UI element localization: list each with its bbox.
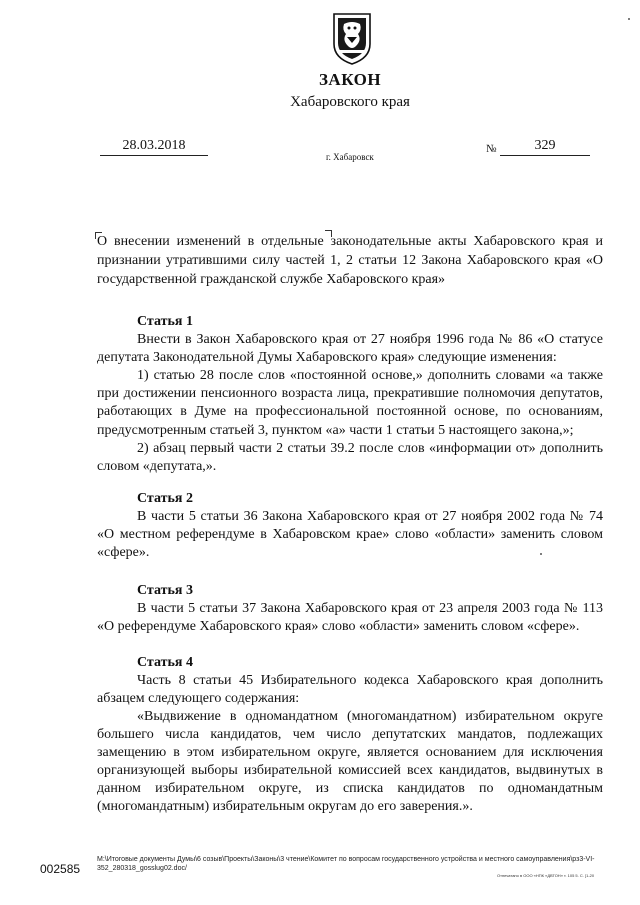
printer-imprint: Отпечатано в ООО «НПК «ДВТОН» т. 105 5. С. [1-20 <box>497 873 595 878</box>
article-paragraph: Внести в Закон Хабаровского края от 27 ноября 1996 года № 86 «О статусе депутата Законодательной Думы Хабаровского края» следующие изменения: <box>97 332 603 366</box>
region-subtitle: Хабаровского края <box>290 94 410 110</box>
article-paragraph: В части 5 статьи 36 Закона Хабаровского края от 27 ноября 2002 года № 74 «О местном референдуме в Хабаровском крае» слово «области» заменить словом «сфере». <box>97 508 603 561</box>
article-heading: Статья 2 <box>137 490 193 506</box>
document-number: 329 <box>500 138 590 156</box>
document-date: 28.03.2018 <box>100 138 208 156</box>
article-3 <box>97 582 603 636</box>
article-heading: Статья 1 <box>137 314 193 329</box>
document-body <box>97 313 603 816</box>
article-2 <box>97 490 603 562</box>
coat-of-arms-icon <box>330 10 374 66</box>
document-type-title: ЗАКОН <box>318 70 382 89</box>
article-1 <box>97 313 603 476</box>
file-path: М:\Итоговые документы Думы\6 созыв\Проекты\Законы\3 чтение\Комитет по вопросам государственного устройства и местного самоуправления\рз3-VI-352_280318_gosslug02.doc/ <box>97 856 595 872</box>
article-4 <box>97 654 603 817</box>
article-heading: Статья 4 <box>137 654 193 670</box>
number-sign: № <box>486 143 497 155</box>
article-paragraph: 1) статью 28 после слов «постоянной основе,» дополнить словами «а также при достижении пенсионного возраста лица, прекратившие полномочия депутатов, работающих в Думе на профессиональной постоянной основе, по основаниям, предусмотренным статьей 3, пунктом «а» части 1 статьи 5 настоящего закона,»; <box>97 368 603 438</box>
article-paragraph: В части 5 статьи 37 Закона Хабаровского края от 23 апреля 2003 года № 113 «О референдуме Хабаровского края» слово «области» заменить словом «сфере». <box>97 601 603 635</box>
document-subject-title: О внесении изменений в отдельные законодательные акты Хабаровского края и признании утратившими силу частей 1, 2 статьи 12 Закона Хабаровского края «О государственной гражданской службе Хабаровского края» <box>97 234 603 287</box>
article-heading: Статья 3 <box>137 583 193 599</box>
document-city: г. Хабаровск <box>326 152 374 162</box>
article-paragraph: 2) абзац первый части 2 статьи 39.2 после слов «информации от» дополнить словом «депутата,». <box>97 440 603 474</box>
scan-speck <box>628 18 630 20</box>
article-paragraph: «Выдвижение в одномандатном (многомандатном) избирательном округе большего числа кандидатов, чем число депутатских мандатов, подлежащих замещению в этом избирательном округе, является основанием для исключения организующей выборы избирательной комиссией всех кандидатов, выдвинутых в данном избирательном округе, из списка кандидатов по одномандатным (многомандатным) избирательным округам до его заверения.». <box>97 708 603 815</box>
scan-speck <box>540 553 542 555</box>
article-paragraph: Часть 8 статьи 45 Избирательного кодекса Хабаровского края дополнить абзацем следующего содержания: <box>97 672 603 706</box>
registration-code: 002585 <box>40 862 81 876</box>
